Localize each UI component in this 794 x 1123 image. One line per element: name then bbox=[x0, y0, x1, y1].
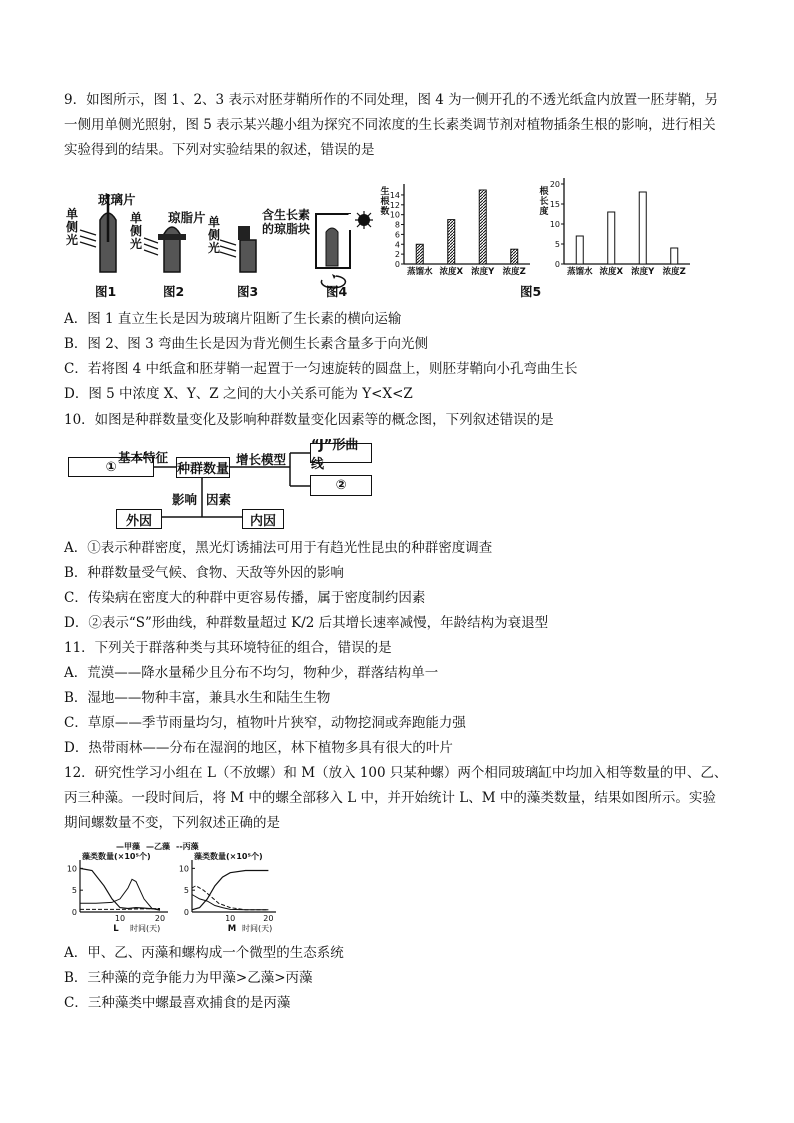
legend-entry: —乙藻 bbox=[146, 842, 170, 851]
q11-option-a: A．荒漠——降水量稀少且分布不均匀，物种少，群落结构单一 bbox=[64, 665, 439, 681]
panel-label: L bbox=[113, 924, 119, 934]
x-tick-label: 20 bbox=[263, 914, 274, 923]
q12-line-3: 期间螺数量不变，下列叙述正确的是 bbox=[64, 815, 280, 831]
q9-line-3: 实验得到的结果。下列对实验结果的叙述，错误的是 bbox=[64, 142, 375, 158]
y-tick-label: 0 bbox=[183, 908, 189, 917]
q11-option-d: D．热带雨林——分布在湿润的地区，林下植物多具有很大的叶片 bbox=[64, 740, 453, 756]
q10-line-1: 10．如图是种群数量变化及影响种群数量变化因素等的概念图，下列叙述错误的是 bbox=[64, 412, 554, 428]
y-tick-label: 10 bbox=[178, 864, 189, 874]
q12-option-a: A．甲、乙、丙藻和螺构成一个微型的生态系统 bbox=[64, 945, 344, 961]
category-label: 浓度Y bbox=[631, 267, 655, 277]
q10-option-c: C．传染病在密度大的种群中更容易传播，属于密度制约因素 bbox=[64, 590, 426, 606]
diagram-inner-box: 内因 bbox=[242, 509, 284, 529]
x-tick-label: 10 bbox=[114, 914, 126, 923]
x-tick-label: 10 bbox=[225, 914, 236, 923]
q10-option-b: B．种群数量受气候、食物、天敌等外因的影响 bbox=[64, 565, 344, 581]
q9-option-a: A．图 1 直立生长是因为玻璃片阻断了生长素的横向运输 bbox=[64, 311, 402, 327]
diagram-box-2: ② bbox=[310, 475, 372, 496]
y-axis-label-char: 长 bbox=[539, 197, 549, 207]
category-label: 浓度X bbox=[439, 267, 464, 277]
fig1-light-label: 单侧光 bbox=[66, 207, 79, 247]
q9-line-1: 9．如图所示，图 1、2、3 表示对胚芽鞘所作的不同处理，图 4 为一侧开孔的不透光纸盒内放置一胚芽鞘，另 bbox=[64, 92, 719, 108]
category-label: 浓度Z bbox=[502, 267, 526, 277]
y-tick-label: 10 bbox=[66, 864, 77, 874]
diagram-j-curve-box: “J”形曲线 bbox=[310, 443, 372, 463]
q11-option-c: C．草原——季节雨量均匀，植物叶片狭窄，动物挖洞或奔跑能力强 bbox=[64, 715, 466, 731]
x-axis-label: 时间(天) bbox=[130, 924, 161, 933]
category-label: 蒸馏水 bbox=[406, 267, 433, 277]
y-tick-label: 5 bbox=[554, 240, 560, 249]
diagram-box-1: ① bbox=[68, 457, 154, 477]
y-axis-label-char: 数 bbox=[380, 207, 390, 217]
algae-chart-M bbox=[178, 842, 286, 934]
q12-option-b: B．三种藻的竞争能力为甲藻>乙藻>丙藻 bbox=[64, 970, 313, 986]
y-axis-label-char: 根 bbox=[380, 197, 390, 207]
diagram-center-box: 种群数量 bbox=[176, 457, 230, 478]
fig3-light-label: 单侧光 bbox=[208, 215, 221, 255]
diagram-basic-label: 基本特征 bbox=[118, 450, 169, 465]
q9-line-2: 一侧用单侧光照射，图 5 表示某兴趣小组为探究不同浓度的生长素类调节剂对植物插条生根的影响，进行相关 bbox=[64, 117, 716, 133]
y-tick-label: 8 bbox=[394, 220, 400, 230]
diagram-factor-label: 因素 bbox=[206, 492, 232, 507]
q11-option-b: B．湿地——物种丰富，兼具水生和陆生生物 bbox=[64, 690, 331, 706]
y-tick-label: 0 bbox=[554, 260, 560, 269]
category-label: 浓度Z bbox=[662, 267, 686, 277]
fig2-caption: 图2 bbox=[163, 284, 185, 299]
fig2-agar-label: 琼脂片 bbox=[168, 210, 206, 225]
y-tick-label: 5 bbox=[71, 886, 77, 896]
q9-option-b: B．图 2、图 3 弯曲生长是因为背光侧生长素含量多于向光侧 bbox=[64, 336, 428, 352]
y-tick-label: 20 bbox=[549, 180, 560, 189]
y-tick-label: 6 bbox=[394, 230, 400, 240]
y-tick-label: 4 bbox=[394, 240, 400, 250]
fig3-caption: 图3 bbox=[237, 284, 259, 299]
fig2-light-label: 单侧光 bbox=[130, 211, 143, 251]
y-tick-label: 2 bbox=[394, 250, 400, 260]
y-axis-label-char: 度 bbox=[539, 207, 549, 217]
q10-option-d: D．②表示“S”形曲线，种群数量超过 K/2 后其增长速率减慢，年龄结构为衰退型 bbox=[64, 615, 549, 631]
diagram-outer-box: 外因 bbox=[116, 509, 162, 529]
fig3-agar-auxin-label: 含生长素的琼脂块 bbox=[262, 208, 311, 236]
y-tick-label: 10 bbox=[549, 220, 560, 229]
fig4-caption: 图4 bbox=[326, 284, 348, 299]
y-tick-label: 10 bbox=[389, 210, 400, 220]
x-tick-label: 20 bbox=[154, 914, 166, 923]
y-axis-label-char: 生 bbox=[380, 187, 390, 197]
q11-line-1: 11．下列关于群落种类与其环境特征的组合，错误的是 bbox=[64, 640, 392, 656]
fig1-caption: 图1 bbox=[95, 284, 117, 299]
series-line-3 bbox=[80, 909, 160, 910]
y-tick-label: 15 bbox=[549, 200, 560, 209]
q12-line-2: 丙三种藻。一段时间后，将 M 中的螺全部移入 L 中，并开始统计 L、M 中的藻类数量，结果如图所示。实验 bbox=[64, 790, 716, 806]
y-tick-label: 12 bbox=[389, 200, 400, 210]
y-tick-label: 0 bbox=[394, 260, 400, 269]
panel-label: M bbox=[227, 924, 237, 934]
category-label: 蒸馏水 bbox=[566, 267, 593, 277]
diagram-influence-label: 影响 bbox=[172, 492, 198, 507]
q12-line-1: 12．研究性学习小组在 L（不放螺）和 M（放入 100 只某种螺）两个相同玻璃缸中均加入相等数量的甲、乙、 bbox=[64, 765, 728, 781]
q9-option-c: C．若将图 4 中纸盒和胚芽鞘一起置于一匀速旋转的圆盘上，则胚芽鞘向小孔弯曲生长 bbox=[64, 361, 578, 377]
fig1-glass-label: 玻璃片 bbox=[98, 192, 136, 207]
q10-option-a: A．①表示种群密度，黑光灯诱捕法可用于有趋光性昆虫的种群密度调查 bbox=[64, 540, 493, 556]
legend-entry: —甲藻 bbox=[116, 842, 140, 851]
series-line-2 bbox=[80, 879, 160, 910]
q12-option-c: C．三种藻类中螺最喜欢捕食的是丙藻 bbox=[64, 995, 291, 1011]
diagram-growth-label: 增长模型 bbox=[236, 452, 287, 467]
x-axis-label: 时间(天) bbox=[242, 924, 273, 933]
y-axis-label: 藻类数量(×10⁵个) bbox=[194, 852, 263, 861]
series-line-3 bbox=[192, 886, 268, 910]
y-tick-label: 5 bbox=[183, 886, 189, 896]
category-label: 浓度X bbox=[599, 267, 624, 277]
y-tick-label: 14 bbox=[389, 190, 400, 200]
legend-entry: --丙藻 bbox=[176, 842, 199, 851]
q9-option-d: D．图 5 中浓度 X、Y、Z 之间的大小关系可能为 Y<X<Z bbox=[64, 386, 413, 402]
category-label: 浓度Y bbox=[471, 267, 495, 277]
y-tick-label: 0 bbox=[71, 908, 77, 917]
fig5-caption: 图5 bbox=[520, 284, 542, 299]
algae-chart-L bbox=[60, 842, 199, 934]
y-axis-label-char: 根 bbox=[539, 187, 549, 197]
y-axis-label: 藻类数量(×10⁵个) bbox=[82, 852, 151, 861]
